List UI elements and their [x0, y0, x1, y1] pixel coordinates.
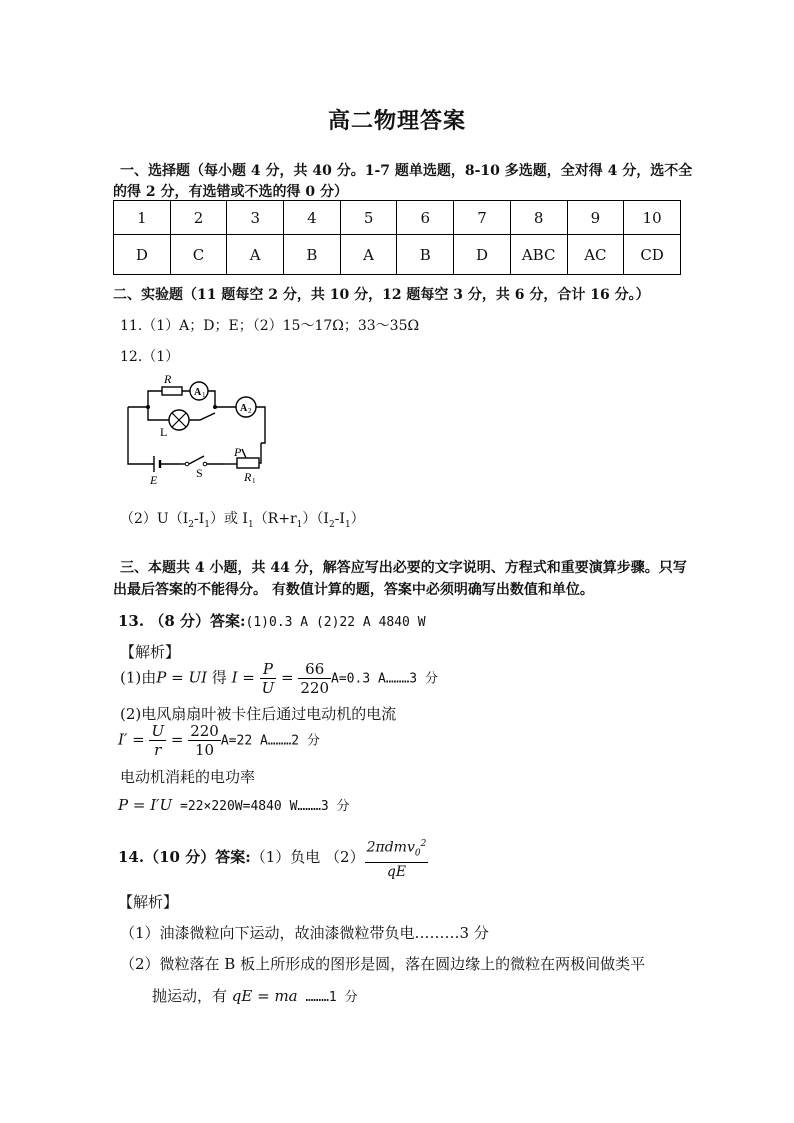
- answer-cell: A: [227, 235, 284, 275]
- numerator: P: [260, 660, 277, 679]
- q11-answer: 11.（1）A；D；E；（2）15～17Ω；33～35Ω: [120, 318, 420, 334]
- numerator-text: 2πdmv: [366, 839, 415, 856]
- answer-cell: D: [454, 235, 511, 275]
- question-number: 9: [567, 201, 624, 235]
- q12-sub: 1: [204, 519, 210, 530]
- circuit-diagram: [120, 370, 280, 490]
- q14-step2: （2）微粒落在 B 板上所形成的图形是圆，落在圆边缘上的微粒在两极间做类平: [120, 955, 646, 973]
- fraction-u-over-r: [149, 722, 166, 759]
- rheostat-subscript: 1: [252, 477, 256, 485]
- section2-header: 二、实验题（11 题每空 2 分，共 10 分，12 题每空 3 分，共 6 分，合计 16 分。）: [113, 287, 650, 303]
- answer-table-number-row: [114, 201, 681, 235]
- q14-heading: 14.（10 分）答案:: [118, 848, 251, 867]
- q14-math: ma: [274, 987, 298, 1005]
- question-number: 2: [170, 201, 227, 235]
- q14-step3: [152, 985, 358, 1006]
- section3-header-line1: 三、本题共 4 小题，共 44 分，解答应写出必要的文字说明、方程式和重要演算步骤。只写: [120, 560, 687, 576]
- rheostat-label: R: [244, 470, 252, 484]
- ammeter2-subscript: 2: [248, 407, 252, 415]
- question-number: 1: [114, 201, 171, 235]
- q12-text: -I: [334, 511, 345, 527]
- q13-text: =: [166, 730, 189, 749]
- question-number: 7: [454, 201, 511, 235]
- q14-text: 抛运动，有: [152, 987, 232, 1005]
- q12-sub: 1: [344, 519, 351, 530]
- q13-step5: [118, 795, 350, 814]
- q13-text: (1)由: [120, 668, 157, 687]
- fraction-220-over-10: [188, 722, 221, 759]
- denominator: U: [261, 679, 275, 697]
- q13-answer: (1)0.3 A (2)22 A 4840 W: [245, 615, 426, 630]
- answer-cell: CD: [624, 235, 681, 275]
- q13-text: =: [276, 668, 299, 687]
- denominator: 220: [300, 679, 330, 697]
- q12-text: ）（I: [302, 511, 329, 527]
- question-number: 8: [510, 201, 567, 235]
- q13-math: I′ =: [118, 730, 150, 749]
- q14-step1: （1）油漆微粒向下运动，故油漆微粒带负电………3 分: [120, 924, 489, 942]
- fraction-p-over-u: [260, 660, 277, 697]
- q12-part2-answer: [120, 508, 365, 530]
- answer-table: [113, 200, 681, 275]
- q14-answer-line: [118, 835, 428, 881]
- question-number: 3: [227, 201, 284, 235]
- q12-text: （2）U（I: [120, 511, 189, 527]
- answer-table-answer-row: [114, 235, 681, 275]
- q14-text: =: [252, 987, 275, 1005]
- numerator: 220: [190, 722, 219, 740]
- q13-step1: [120, 660, 438, 697]
- q13-step2: (2)电风扇扇叶被卡住后通过电动机的电流: [120, 705, 397, 723]
- answer-cell: ABC: [510, 235, 567, 275]
- fraction-66-over-220: [298, 660, 331, 697]
- page-title: 高二物理答案: [327, 108, 466, 134]
- q12-sub: 2: [188, 519, 194, 530]
- answer-cell: D: [114, 235, 171, 275]
- q13-text: =: [166, 668, 189, 687]
- q13-text: 得: [207, 668, 232, 687]
- section3-header-line2: 出最后答案的不能得分。 有数值计算的题，答案中必须明确写出数值和单位。: [113, 582, 594, 598]
- q12-sub: 1: [296, 519, 303, 530]
- q13-math: P: [156, 668, 167, 687]
- q13-heading: 13. （8 分）答案:: [118, 612, 246, 630]
- q13-text: =22×220W=4840 W………3 分: [172, 799, 350, 814]
- lamp-label: L: [160, 425, 168, 439]
- q12-text: ）: [350, 511, 365, 527]
- q14-analysis-label: 【解析】: [118, 893, 179, 911]
- q14-math: qE: [231, 987, 253, 1005]
- q13-text: =: [237, 668, 260, 687]
- superscript: 2: [420, 839, 427, 849]
- question-number: 5: [340, 201, 397, 235]
- q12-text: ）或 I: [209, 511, 248, 527]
- question-number: 10: [624, 201, 681, 235]
- q13-text: A=22 A………2 分: [220, 733, 320, 749]
- q12-part1-label: 12.（1）: [120, 349, 180, 365]
- answer-cell: A: [340, 235, 397, 275]
- q13-math: P: [118, 796, 129, 814]
- numerator: [365, 835, 429, 863]
- q12-sub: 2: [328, 519, 335, 530]
- q13-text: A=0.3 A………3 分: [331, 671, 438, 687]
- q13-text: =: [128, 796, 151, 814]
- q13-answer-line: [118, 610, 426, 631]
- ammeter1-subscript: 1: [202, 391, 206, 399]
- q13-math: UI: [188, 668, 208, 687]
- q13-step4: 电动机消耗的电功率: [120, 768, 256, 786]
- numerator: U: [151, 722, 165, 740]
- answer-cell: B: [397, 235, 454, 275]
- numerator: 66: [298, 660, 331, 679]
- q14-answer-part1: （1）负电 （2）: [250, 848, 365, 867]
- slider-label: P: [234, 445, 242, 459]
- question-number: 6: [397, 201, 454, 235]
- q13-math: I: [231, 668, 238, 687]
- section1-header-line2: 的得 2 分，有选错或不选的得 0 分）: [113, 184, 348, 200]
- answer-cell: C: [170, 235, 227, 275]
- q13-analysis-label: 【解析】: [120, 643, 181, 661]
- q14-text: ………1 分: [297, 990, 358, 1005]
- q12-sub: 1: [247, 519, 254, 530]
- ammeter2-label: A: [240, 403, 248, 414]
- q13-math: I′U: [150, 796, 173, 814]
- answer-cell: B: [284, 235, 341, 275]
- battery-label: E: [150, 473, 158, 487]
- q12-text: -I: [193, 511, 205, 527]
- q13-step3: [118, 722, 320, 759]
- denominator: 10: [194, 741, 215, 759]
- resistor-label: R: [164, 372, 172, 386]
- ammeter1-label: A: [194, 387, 202, 398]
- denominator: r: [154, 741, 162, 759]
- denominator: qE: [386, 864, 407, 881]
- fraction-q14-answer: [365, 835, 429, 881]
- section1-header-line1: 一、选择题（每小题 4 分，共 40 分。1-7 题单选题，8-10 多选题，全对得 4 分，选不全: [120, 163, 693, 179]
- subscript: 0: [414, 848, 421, 859]
- question-number: 4: [284, 201, 341, 235]
- answer-cell: AC: [567, 235, 624, 275]
- switch-label: S: [196, 466, 203, 480]
- q12-text: （R+r: [253, 511, 297, 527]
